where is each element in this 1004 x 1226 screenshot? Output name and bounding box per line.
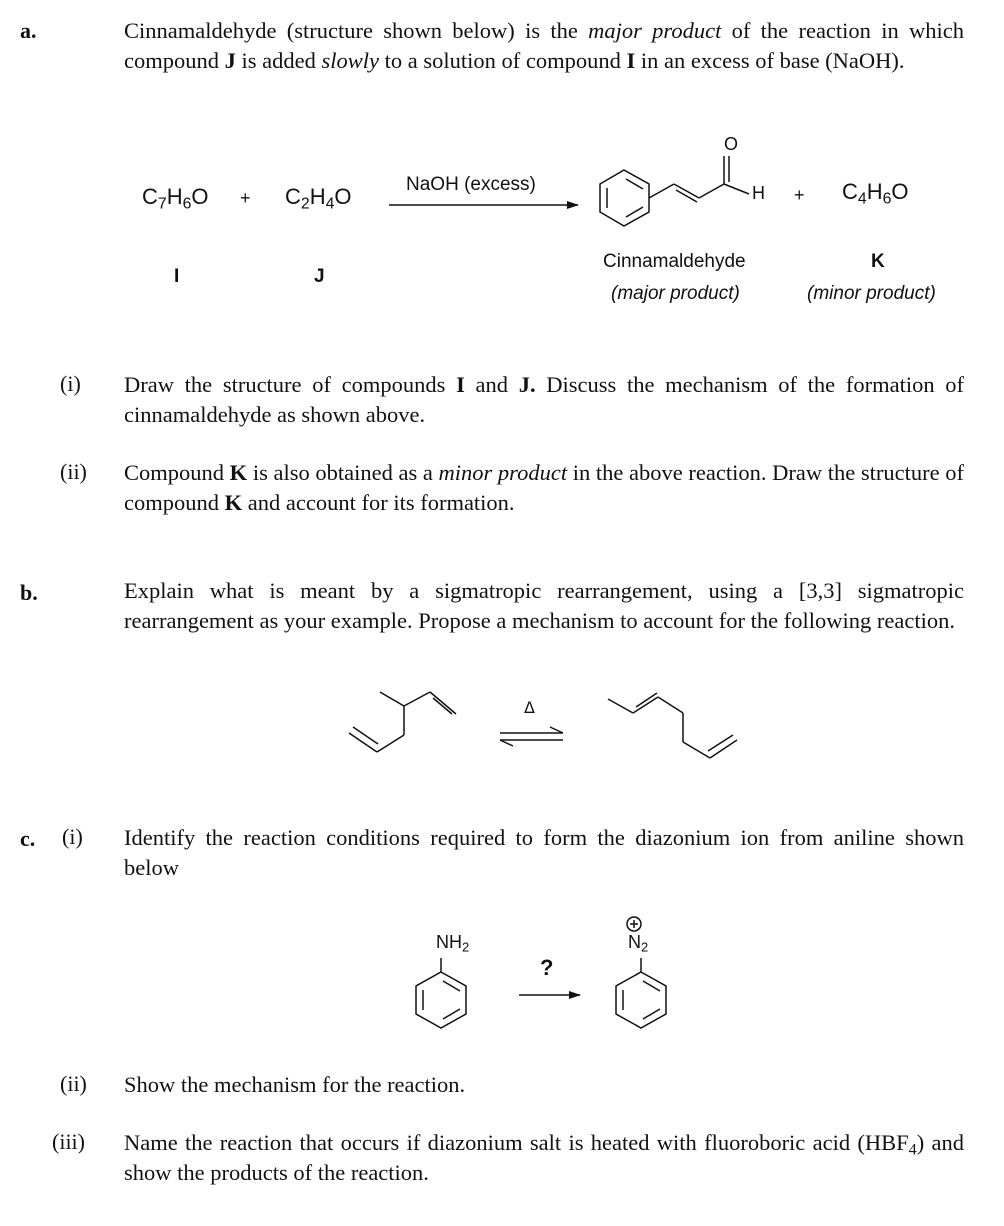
compound-j-label: J [314,266,325,287]
part-a-i-text: Draw the structure of compounds I and J. Discuss the mechanism of the formation of cinnamaldehyde as shown above. [124,372,964,427]
compound-k-formula: $C_4H_6O$ [842,179,909,208]
part-c-iii-text: Name the reaction that occurs if diazonium salt is heated with fluoroboric acid $(HBF_4)$ and show the products of the reaction. [124,1130,964,1185]
benzene-ring-cinnamaldehyde [600,170,649,226]
part-c-i-number: (i) [62,824,83,849]
part-c-i-text: Identify the reaction conditions required to form the diazonium ion from aniline shown below [124,825,964,880]
cinnamaldehyde-label: Cinnamaldehyde [603,251,746,272]
part-b-product-diene [608,693,737,758]
minor-product-label: (minor product) [807,283,936,304]
cinnamaldehyde-side-chain [649,156,749,202]
part-a-intro: Cinnamaldehyde (structure shown below) is the major product of the reaction in which compound J is added slowly to a solution of compound I in an excess of base (NaOH). [124,18,964,73]
aldehyde-hydrogen: H [752,183,765,203]
part-b-text: Explain what is meant by a sigmatropic rearrangement, using a [3,3] sigmatropic rearrangement as your example. Propose a mechanism to account for the following reaction. [124,578,964,633]
plus-sign-2: + [794,185,805,205]
compound-i-label: I [174,266,180,287]
n2-group: $N_2$ [628,932,649,955]
major-product-label: (major product) [611,283,740,304]
unknown-conditions: ? [540,955,554,980]
reaction-conditions: NaOH (excess) [406,174,536,195]
nh2-group: $NH_2$ [436,932,470,955]
part-c-ii-number: (ii) [60,1071,87,1096]
reactant-j-formula: $C_2H_4O$ [285,184,352,213]
part-a-ii-text: Compound K is also obtained as a minor product in the above reaction. Draw the structure of compound K and account for its formation. [124,460,964,515]
plus-sign: + [240,188,251,208]
aniline-ring [416,958,466,1028]
equilibrium-arrows [500,727,563,746]
part-c-label: c. [20,826,36,851]
aldehyde-oxygen: O [724,134,739,154]
heat-symbol: Δ [524,698,535,717]
part-a-label: a. [20,18,37,43]
diazonium-ring [616,958,666,1028]
positive-charge-icon [627,917,641,931]
reactant-i-formula: $C_7H_6O$ [142,184,209,213]
part-a-i-number: (i) [60,371,81,396]
part-a-ii-number: (ii) [60,459,87,484]
part-c-ii-text: Show the mechanism for the reaction. [124,1072,466,1097]
part-b-label: b. [20,580,38,605]
compound-k-label: K [871,251,885,272]
part-c-iii-number: (iii) [52,1129,85,1154]
part-b-reactant-diene [349,692,456,752]
